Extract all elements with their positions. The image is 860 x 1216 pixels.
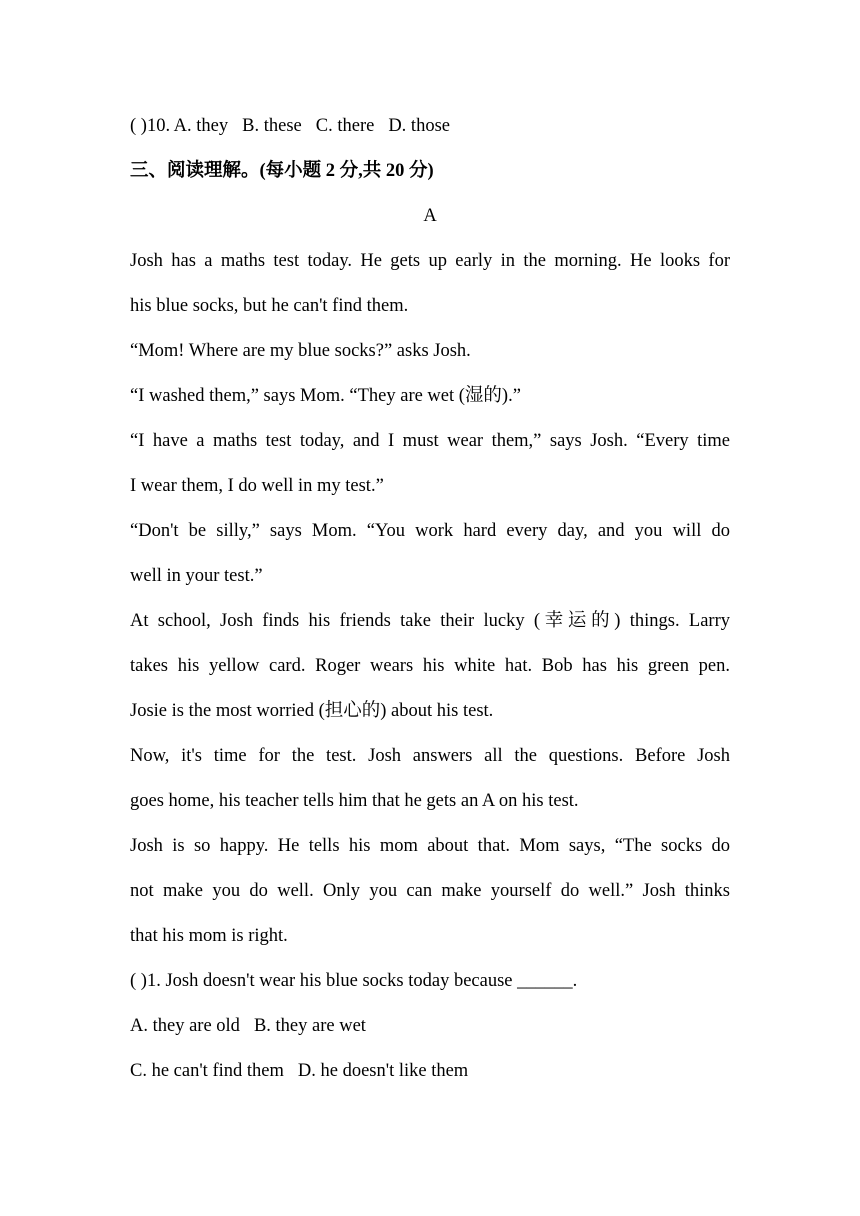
passage-label: A [423,206,437,226]
passage-line: well in your test.” [130,566,263,586]
passage-line: I wear them, I do well in my test.” [130,476,384,496]
question-1-options-row-2 [130,1049,730,1094]
passage-line: Josh has a maths test today. He gets up early in the morning. He looks for [130,251,730,271]
question-10-stem: ( )10. A. they [130,116,229,136]
passage-line: that his mom is right. [130,926,288,946]
question-1-option-b: B. they are wet [253,1016,366,1036]
passage-line: Now, it's time for the test. Josh answers all the questions. Before Josh [130,746,730,766]
passage-line: At school, Josh finds his friends take their lucky (幸运的) things. Larry [130,611,731,631]
question-10-option-c: C. there [315,116,375,136]
document-page [130,104,730,1094]
passage-line: Josie is the most worried (担心的) about his test. [130,701,494,721]
passage-line: his blue socks, but he can't find them. [130,296,409,316]
question-10-option-d: D. those [388,116,450,136]
question-10 [130,104,730,149]
question-1-options-row-1 [130,1004,730,1049]
passage-line: not make you do well. Only you can make yourself do well.” Josh thinks [130,881,730,901]
passage-line: “I have a maths test today, and I must wear them,” says Josh. “Every time [130,431,730,451]
question-1-option-a: A. they are old [130,1016,240,1036]
passage-line: “Mom! Where are my blue socks?” asks Josh. [130,341,471,361]
passage-line: takes his yellow card. Roger wears his white hat. Bob has his green pen. [130,656,730,676]
passage-line: goes home, his teacher tells him that he gets an A on his test. [130,791,579,811]
section-heading: 三、阅读理解。(每小题 2 分,共 20 分) [130,161,434,181]
question-1-stem: ( )1. Josh doesn't wear his blue socks today because ______. [130,971,578,991]
question-1-option-c: C. he can't find them [130,1061,284,1081]
question-1-option-d: D. he doesn't like them [297,1061,469,1081]
passage-line: “I washed them,” says Mom. “They are wet (湿的).” [130,386,521,406]
passage-line: “Don't be silly,” says Mom. “You work hard every day, and you will do [130,521,730,541]
passage-line: Josh is so happy. He tells his mom about that. Mom says, “The socks do [130,836,730,856]
question-10-option-b: B. these [242,116,302,136]
